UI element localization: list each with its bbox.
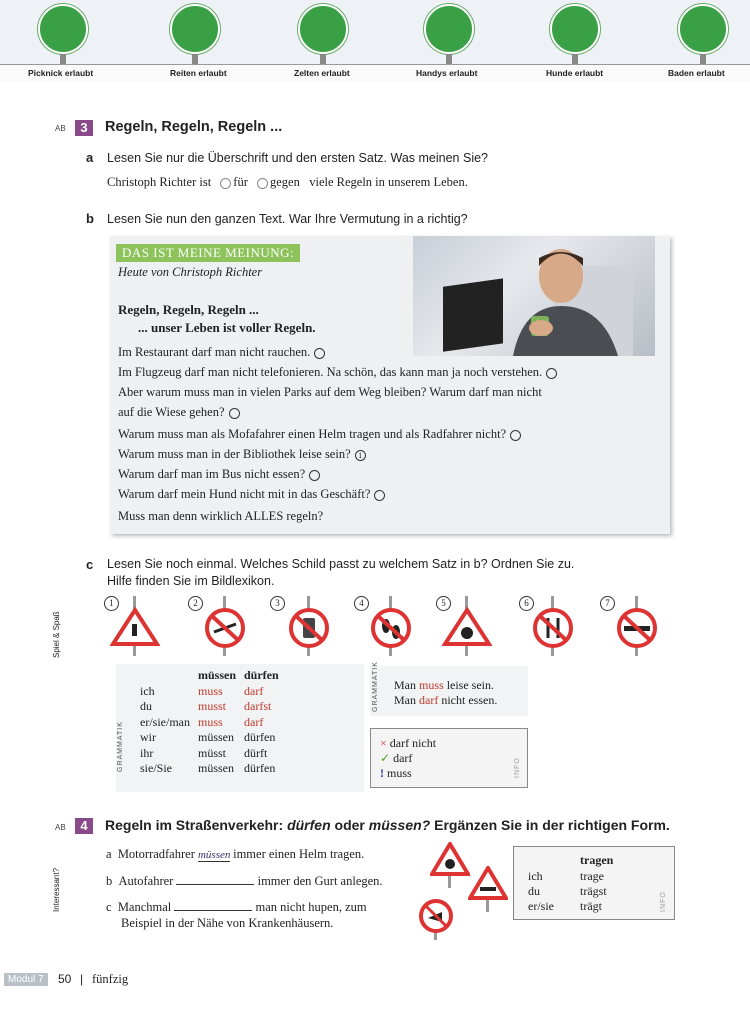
no-cycling-icon	[200, 596, 250, 656]
answer-circle[interactable]	[510, 430, 521, 441]
page-number-word: fünfzig	[92, 972, 129, 986]
sign-number: 6	[519, 596, 534, 611]
text-line: Im Flugzeug darf man nicht telefonieren. Na schön, das kann man ja noch verstehen.	[118, 365, 557, 380]
col-header: dürfen	[244, 668, 279, 682]
statement-end: viele Regeln in unserem Leben.	[309, 175, 468, 189]
answer-circle[interactable]	[314, 348, 325, 359]
answer-blank[interactable]	[176, 884, 254, 885]
hiker-on-path-icon	[110, 596, 160, 656]
answer-circle-filled[interactable]: 1	[355, 450, 366, 461]
fill-item-continuation: Beispiel in der Nähe von Krankenhäusern.	[121, 916, 334, 930]
task-letter: b	[86, 211, 94, 226]
task-question-2: Hilfe finden Sie im Bildlexikon.	[107, 574, 275, 588]
top-label: Handys erlaubt	[416, 68, 478, 78]
info-row: ✓ darf	[380, 751, 413, 765]
table-row: ihr müsst dürft	[140, 745, 268, 760]
ab-marker: AB	[55, 124, 66, 133]
side-label-interessant: Interessant?	[52, 867, 61, 912]
side-label-spiel: Spiel & Spaß	[52, 611, 61, 658]
tent-icon	[298, 4, 348, 54]
grammar-example-1: Man muss leise sein.	[394, 678, 495, 692]
tragen-form: trägst	[580, 884, 607, 898]
text-line: Muss man denn wirklich ALLES regeln?	[118, 509, 324, 523]
task-question: Lesen Sie noch einmal. Welches Schild passt zu welchem Satz in b? Ordnen Sie zu.	[107, 557, 575, 571]
table-row: wir müssen dürfen	[140, 730, 276, 744]
text-line: Warum darf mein Hund nicht mit in das Geschäft?	[118, 487, 385, 502]
info-label: INFO	[514, 757, 521, 778]
radio-gegen[interactable]	[257, 178, 268, 189]
task-letter: a	[86, 150, 94, 165]
sign-number: 1	[104, 596, 119, 611]
top-label: Zelten erlaubt	[294, 68, 350, 78]
text-line: Warum muss man in der Bibliothek leise sein? 1	[118, 447, 366, 462]
no-smoking-icon	[612, 596, 662, 656]
table-row: du musst darfst	[140, 699, 272, 713]
tragen-form: trägt	[580, 899, 602, 913]
check-icon: ✓	[380, 751, 391, 765]
text-line: auf die Wiese gehen?	[118, 405, 240, 420]
grammar-label: GRAMMATIK	[117, 721, 124, 772]
exercise-number: 4	[75, 818, 93, 834]
exercise-title: Regeln, Regeln, Regeln ...	[105, 119, 283, 135]
sign-number: 2	[188, 596, 203, 611]
swimming-icon	[678, 4, 728, 54]
top-label: Baden erlaubt	[668, 68, 725, 78]
exclamation-icon: !	[380, 766, 384, 780]
exercise-number: 3	[75, 120, 93, 136]
modal-verb-table	[136, 668, 283, 777]
article-title-2: ... unser Leben ist voller Regeln.	[138, 320, 316, 335]
article-title-1: Regeln, Regeln, Regeln ...	[118, 302, 259, 317]
tragen-person: du	[528, 884, 540, 898]
text-line: Im Restaurant darf man nicht rauchen.	[118, 345, 325, 360]
text-line: Warum darf man im Bus nicht essen?	[118, 467, 320, 482]
statement-start: Christoph Richter ist	[107, 175, 212, 189]
fill-item: c Manchmal man nicht hupen, zum	[106, 900, 367, 914]
info-row: ! muss	[380, 766, 412, 780]
task-statement	[107, 175, 468, 190]
table-row: sie/Sie müssen dürfen	[140, 761, 276, 775]
answer-circle[interactable]	[229, 408, 240, 419]
cross-icon: ×	[380, 736, 387, 750]
text-line: Warum muss man als Mofafahrer einen Helm tragen und als Radfahrer nicht?	[118, 427, 521, 442]
tragen-person: er/sie	[528, 899, 554, 913]
info-label: INFO	[660, 891, 667, 912]
motorcycle-warning-icon	[430, 842, 470, 888]
sign-number: 3	[270, 596, 285, 611]
no-eating-icon	[528, 596, 578, 656]
seatbelt-warning-icon	[468, 866, 508, 912]
grammar-example-2: Man darf nicht essen.	[394, 693, 498, 707]
page-divider: |	[80, 972, 84, 986]
text-line: Aber warum muss man in vielen Parks auf dem Weg bleiben? Warum darf man nicht	[118, 385, 542, 399]
tragen-person: ich	[528, 869, 543, 883]
opinion-header: DAS IST MEINE MEINUNG:	[116, 244, 300, 262]
quiet-icon	[442, 596, 492, 656]
col-header: müssen	[197, 668, 236, 682]
dog-icon	[550, 4, 600, 54]
author-photo	[413, 236, 655, 356]
top-sign-labels	[0, 64, 750, 81]
top-label: Picknick erlaubt	[28, 68, 94, 78]
answer-blank[interactable]	[174, 910, 252, 911]
answer-circle[interactable]	[309, 470, 320, 481]
tragen-header: tragen	[580, 853, 614, 867]
table-row: er/sie/man muss darf	[140, 714, 264, 729]
tragen-form: trage	[580, 869, 604, 883]
info-row: × darf nicht	[380, 736, 437, 750]
page-number: 50	[58, 972, 72, 986]
task-question: Lesen Sie nur die Überschrift und den ersten Satz. Was meinen Sie?	[107, 151, 488, 165]
mobile-phone-icon	[424, 4, 474, 54]
table-row: ich muss darf	[140, 683, 264, 698]
no-walking-on-grass-icon	[366, 596, 416, 656]
sign-number: 7	[600, 596, 615, 611]
top-label: Reiten erlaubt	[170, 68, 227, 78]
grammar-label: GRAMMATIK	[372, 661, 379, 712]
sign-number: 5	[436, 596, 451, 611]
ab-marker: AB	[55, 823, 66, 832]
fill-item: b Autofahrer immer den Gurt anlegen.	[106, 874, 383, 888]
option-label: für	[233, 175, 248, 189]
top-label: Hunde erlaubt	[546, 68, 604, 78]
exercise-title: Regeln im Straßenverkehr: dürfen oder müssen? Ergänzen Sie in der richtigen Form.	[105, 817, 670, 833]
no-horn-icon	[416, 894, 456, 940]
horse-riding-icon	[170, 4, 220, 54]
picnic-icon	[38, 4, 88, 54]
task-question: Lesen Sie nun den ganzen Text. War Ihre Vermutung in a richtig?	[107, 212, 468, 226]
answer-blank[interactable]: müssen	[197, 849, 231, 861]
answer-circle[interactable]	[546, 368, 557, 379]
no-phone-icon	[284, 596, 334, 656]
fill-item: a Motorradfahrer müssen immer einen Helm tragen.	[106, 847, 365, 861]
opinion-author: Heute von Christoph Richter	[118, 265, 263, 279]
radio-fuer[interactable]	[220, 178, 231, 189]
task-letter: c	[86, 557, 94, 572]
answer-circle[interactable]	[374, 490, 385, 501]
sign-number: 4	[354, 596, 369, 611]
module-tag: Modul 7	[4, 973, 48, 986]
option-label: gegen	[270, 175, 300, 189]
